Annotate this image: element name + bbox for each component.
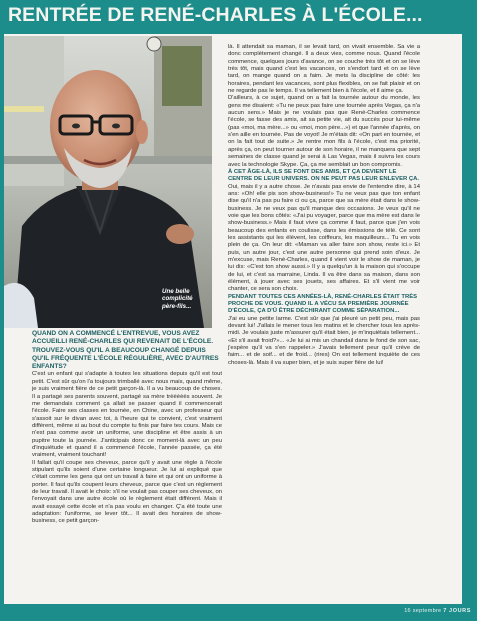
body-paragraph: D'ailleurs, à ce sujet, quand on a fait la tournée autour du monde, les gens me disaient: «Tu ne peux pas faire une tournée après Vegas, ça n'a aucun sens.» Mais je ne voulais pas que René-Charles commence l'école, se fasse des amis, ait sa petite vie, ait du succès pour lui-même (pas «moi, ma mère...» ou «moi, mon père...») et que l'année d'après, on s'en aille en tournée. Pas de voyot! Je m'étais dit: «On part en tournée, et on la fait tout de suite.» Je rentre mon fils à l'école, c'est ma priorité, après ça, on peut tourner autour de son horaire, il ne manquera que sept semaines de classe quand je serai à Las Vegas, mais il suivra les cours avec la technologie Skype. Ça, ça me semblait un bon compromis. bbox=[228, 95, 420, 168]
article-headline: RENTRÉE DE RENÉ-CHARLES À L'ÉCOLE... bbox=[8, 4, 423, 26]
interview-question: À CET ÂGE-LÀ, ILS SE FONT DES AMIS, ET ÇA DEVIENT LE CENTRE DE LEUR UNIVERS. ON NE PEUT PAS LEUR ENLEVER ÇA. bbox=[228, 168, 420, 183]
interview-question: QUAND ON A COMMENCÉ L'ENTREVUE, VOUS AVEZ ACCUEILLI RENÉ-CHARLES QUI REVENAIT DE L'ÉCOLE. TROUVEZ-VOUS QU'IL A BEAUCOUP CHANGÉ DEPUIS QU'IL FRÉQUENTE L'ÉCOLE RÉGULIÈRE, AVEC D'AUTRES ENFANTS? bbox=[32, 330, 219, 371]
body-paragraph: Oui, mais il y a autre chose. Je n'avais pas envie de l'entendre dire, à 14 ans: «Oh! elle pis son show-business!» Tu ne veux pas que ton enfant dise qu'il n'a pas pu faire ci ou ça, parce que sa mère était dans le show-business. Je ne veux pas qu'il manque des occasions. Je veux qu'il ne voie que les bons côtés: «J'ai pu voyager, parce que ma mère est dans le show-business.» Mais il faut vivre ça comme il faut, parce que j'en vois beaucoup des enfants en coulisse, dans les émissions de télé. Ce sont les assistants qui les élèvent, les coiffeurs, les maquilleurs... Tu en vois plein de ça. On leur dit: «Maman va aller faire son show, reste ici.» Et puis, un autre jour, c'est une autre personne qui prend soin d'eux. Je m'excuse, mais René-Charles, quand il vient voir le show de maman, je lui dis: «C'est ton show aussi.» Il y a quelqu'un à la maison qui s'occupe de lui, et c'est sa marraine, Linda. Il va être dans sa maison, dans son élément, à jouer avec ses jouets, ses affaires. Et s'il vient me voir chanter, ce sera son choix. bbox=[228, 183, 420, 293]
left-column bbox=[32, 330, 222, 526]
page-margin bbox=[462, 34, 477, 604]
magazine-name: 7 JOURS bbox=[443, 608, 471, 614]
caption-line: père-fils... bbox=[162, 302, 192, 310]
right-column bbox=[228, 44, 420, 367]
body-paragraph: J'ai eu une petite larme. C'est sûr que j'ai pleuré un petit peu, mais pas devant lui! J'allais le mener tous les matins et le chercher tous les après-midi. Je voulais juste m'assurer qu'il était bien, je m'inquiétais tellement... «Et s'il avait froid?»... «Je lui ai mis un chandail dans le fond de son sac, j'espère qu'il va s'en rappeler.» J'avais tellement peur qu'il crève de faim... et de soif... et de froid... (rires) On est tellement inquiète de ces choses-là. Mais il va super bien, et je suis super fière de lui! bbox=[228, 315, 420, 366]
interview-question: PENDANT TOUTES CES ANNÉES-LÀ, RENÉ-CHARLES ÉTAIT TRÈS PROCHE DE VOUS. QUAND IL A VÉCU SA PREMIÈRE JOURNÉE D'ÉCOLE, ÇA D'Û ÊTRE DÉCHIRANT COMME SÉPARATION... bbox=[228, 293, 418, 315]
photo-caption bbox=[162, 288, 222, 310]
page-footer bbox=[404, 608, 471, 614]
article-photo bbox=[4, 36, 212, 328]
body-paragraph: C'est un enfant qui s'adapte à toutes les situations depuis qu'il est tout petit. C'est sûr qu'on l'a toujours trimballé avec nous mais, quand même, je suis vraiment fière de ce petit garçon-là. Il a vu beaucoup de choses. Il a partagé ses parents souvent, partagé sa mère trèèèèès souvent. Je me demandais comment ça allait se passer quand il commencerait l'école. Faire ses classes en tournée, en Chine, avec un professeur qui s'assoit sur le divan avec toi, à l'heure qui te convient, c'est vraiment différent, même si au bout du compte tu finis par faire tes cours. Mais ce n'est pas comme avoir un uniforme, une discipline et être assis à un pupitre toute la journée. J'anticipais donc ce moment-là avec un peu d'inquiétude et quand il a commencé l'école, l'année passée, ça été vraiment, vraiment touchant! bbox=[32, 371, 222, 459]
caption-line: complicité bbox=[162, 295, 193, 303]
issue-date: 16 septembre bbox=[404, 608, 442, 614]
caption-line: Une belle bbox=[162, 288, 190, 295]
body-paragraph: Il fallait qu'il coupe ses cheveux, parce qu'il y avait une règle à l'école stipulant qu'ils soient d'une certaine longueur. Je lui ai expliqué que c'était comme les gens qui ont un travail à faire et qui ont un uniforme à porter. Il faut qu'ils coupent leurs cheveux, parce que c'est un règlement de leur travail. Il avait le choix: s'il ne voulait pas couper ses cheveux, on l'envoyait dans une autre école où le règlement était différent. Mais il avait essayé cette école et n'a pas voulu en changer. Ç'a été toute une adaptation: l'uniforme, se lever tôt... Il avait des horaires de show-business, ce petit garçon- bbox=[32, 459, 222, 525]
body-paragraph: là. Il attendait sa maman, il se levait tard, on vivait ensemble. Sa vie a donc complètement changé. Il a deux vies, comme nous. Quand l'école commence, quelques jours d'avance, on se couche très tôt et on se lève très tôt, mais quand c'est les vacances, on s'endort tard et on se lève tard, on mange quand on a faim. Je mets la discipline de côté: les horaires, pendant les vacances, sont plus flexibles, on se fait plaisir et on ne regarde pas le temps. Il va tellement bien à l'école, et il aime ça. bbox=[228, 44, 420, 95]
